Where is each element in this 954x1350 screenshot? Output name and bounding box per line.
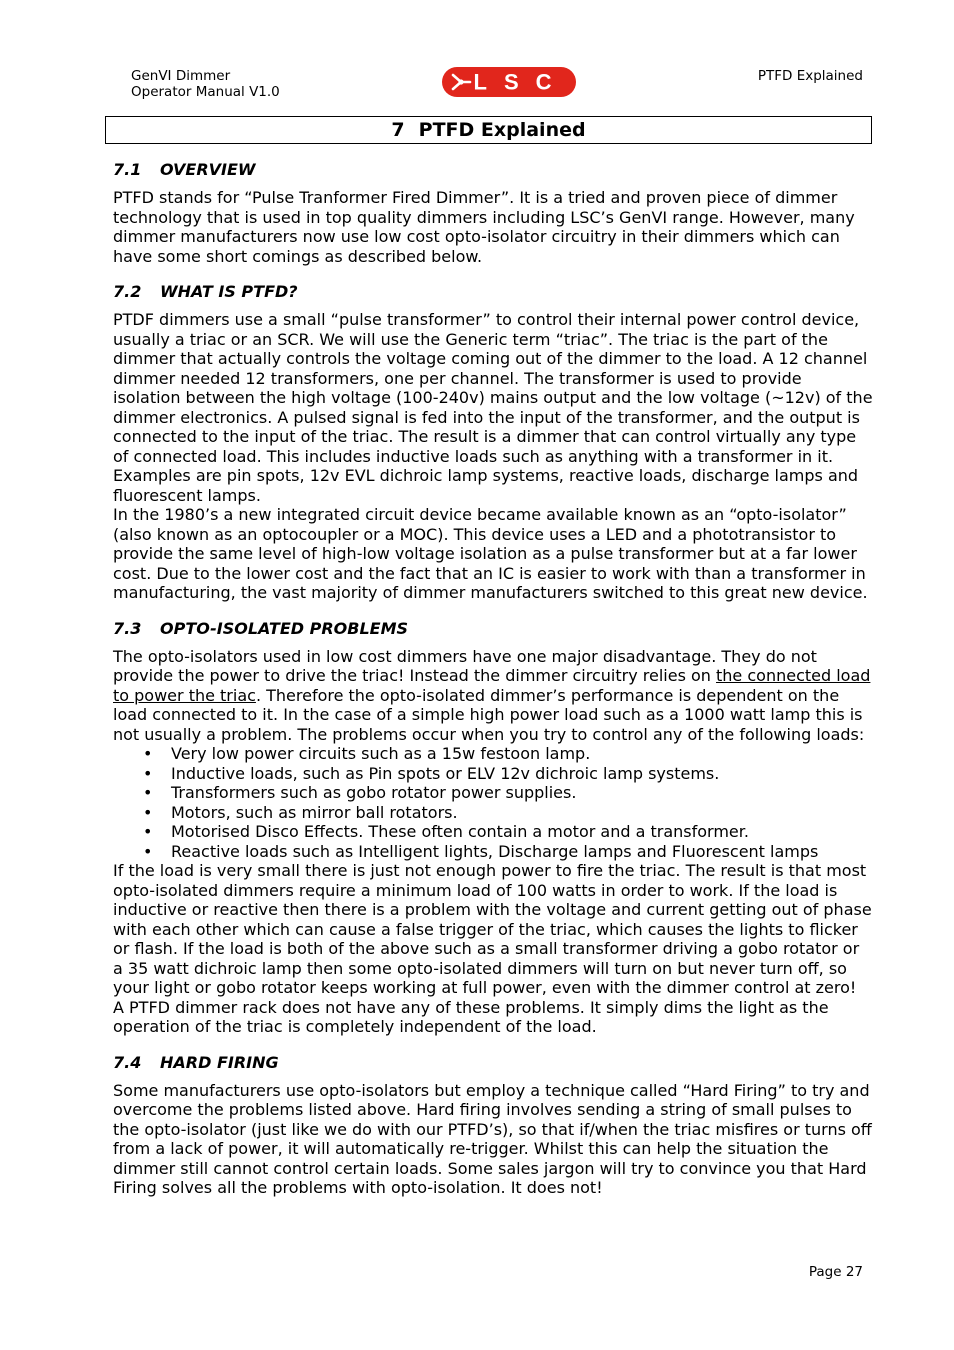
paragraph: Some manufacturers use opto-isolators but employ a technique called “Hard Firing” to try and overcome the problems listed above. Hard firing involves sending a string of small pulses to the opto-isolator (just like we do with our PTFD’s), so that if/when the triac misfires or turns off from a lack of power, it will automatically re-trigger. Whilst this can help the situation the dimmer still cannot control certain loads. Some sales jargon will try to convince you that Hard Firing solves all the problems with opto-isolation. It does not!: [113, 1080, 872, 1197]
header-document-info: [131, 68, 280, 100]
section-number: 7.2: [113, 282, 142, 301]
chapter-number: 7: [391, 119, 405, 141]
paragraph: PTFD stands for “Pulse Tranformer Fired Dimmer”. It is a tried and proven piece of dimmer technology that is used in top quality dimmers including LSC’s GenVI range. However, many dimmer manufacturers now use low cost opto-isolator circuitry in their dimmers which can have some short comings as described below.: [113, 188, 855, 266]
paragraph: In the 1980’s a new integrated circuit device became available known as an “opto-isolator” (also known as an optocoupler or a MOC). This device uses a LED and a phototransistor to provide the same level of high-low voltage isolation as a pulse transformer but at a far lower cost. Due to the lower cost and the fact that an IC is easier to work with than a transformer in manufacturing, the vast majority of dimmer manufacturers switched to this great new device.: [113, 505, 868, 602]
paragraph: [113, 647, 873, 745]
list-item: [113, 783, 873, 803]
page-number: Page 27: [808, 1264, 863, 1280]
page-content: [113, 158, 873, 1198]
bullet-icon: •: [143, 802, 153, 822]
bullet-icon: •: [143, 822, 153, 841]
chapter-heading: [105, 116, 872, 144]
section-what-is-ptfd: [113, 280, 873, 603]
list-item: [113, 744, 873, 764]
section-heading: [113, 617, 873, 643]
section-overview: [113, 158, 873, 266]
list-item-text: Motorised Disco Effects. These often contain a motor and a transformer.: [171, 822, 749, 841]
list-item-text: Motors, such as mirror ball rotators.: [171, 802, 458, 822]
list-item-text: Reactive loads such as Intelligent lights, Discharge lamps and Fluorescent lamps: [171, 841, 819, 861]
section-title: WHAT IS PTFD?: [160, 282, 298, 301]
logo-lettering: LSC: [473, 69, 569, 95]
section-title: OPTO-ISOLATED PROBLEMS: [160, 618, 409, 638]
lsc-logo: [441, 66, 577, 98]
bullet-icon: •: [143, 783, 153, 802]
section-heading: [113, 280, 873, 306]
list-item-text: Inductive loads, such as Pin spots or ELV 12v dichroic lamp systems.: [171, 763, 720, 783]
section-heading: [113, 158, 873, 184]
section-number: 7.1: [113, 160, 142, 179]
bullet-icon: •: [143, 744, 153, 763]
paragraph: PTDF dimmers use a small “pulse transformer” to control their internal power control device, usually a triac or an SCR. We will use the Generic term “triac”. The triac is the part of the dimmer that actually controls the voltage coming out of the dimmer to the load. A 12 channel dimmer needed 12 transformers, one per channel. The transformer is used to provide isolation between the high voltage (100-240v) mains output and the low voltage (~12v) of the dimmer electronics. A pulsed signal is fed into the input of the transformer, and the output is connected to the input of the triac. The result is a dimmer that can control virtually any type of connected load. This includes inductive loads such as anything with a transformer in it. Examples are pin spots, 12v EVL dichroic lamp systems, reactive loads, discharge lamps and fluorescent lamps.: [113, 310, 873, 505]
lsc-logo-graphic: [441, 66, 577, 98]
header-product-name: GenVI Dimmer: [131, 68, 231, 84]
section-title: HARD FIRING: [160, 1052, 279, 1072]
header-chapter-name: PTFD Explained: [757, 68, 863, 84]
list-item-text: Very low power circuits such as a 15w festoon lamp.: [171, 744, 591, 763]
section-opto-isolated-problems: [113, 617, 873, 1037]
section-number: 7.4: [113, 1052, 142, 1072]
paragraph: A PTFD dimmer rack does not have any of these problems. It simply dims the light as the operation of the triac is completely independent of the load.: [113, 997, 829, 1036]
list-item: [113, 842, 873, 862]
header-manual-version: Operator Manual V1.0: [131, 84, 280, 100]
load-types-list: [113, 744, 873, 861]
section-heading: [113, 1051, 873, 1077]
list-item-text: Transformers such as gobo rotator power supplies.: [171, 783, 577, 802]
section-title: OVERVIEW: [160, 160, 256, 179]
bullet-icon: •: [143, 841, 153, 861]
list-item: [113, 764, 873, 784]
paragraph-text: . Therefore the opto-isolated dimmer’s performance is dependent on the load connected to it. In the case of a simple high power load such as a 1000 watt lamp this is not usually a problem. The problems occur when you try to control any of the following loads:: [113, 685, 865, 744]
paragraph: If the load is very small there is just not enough power to fire the triac. The result is that most opto-isolated dimmers require a minimum load of 100 watts in order to work. If the load is inductive or reactive then there is a problem with the voltage and current getting out of phase with each other which can cause a false trigger of the triac, which causes the lights to flicker or flash. If the load is both of the above such as a small transformer driving a gobo rotator or a 35 watt dichroic lamp then some opto-isolated dimmers will turn on but never turn off, so your light or gobo rotator keeps working at full power, even with the dimmer control at zero!: [113, 861, 872, 997]
section-number: 7.3: [113, 618, 142, 638]
chapter-title: PTFD Explained: [418, 119, 586, 141]
section-hard-firing: [113, 1051, 873, 1198]
list-item: [113, 803, 873, 823]
underlined-emphasis: the connected load to power the triac: [113, 666, 871, 705]
list-item: [113, 822, 873, 842]
bullet-icon: •: [143, 763, 153, 783]
paragraph-text: The opto-isolators used in low cost dimmers have one major disadvantage. They do not provide the power to drive the triac! Instead the dimmer circuitry relies on: [113, 646, 817, 685]
